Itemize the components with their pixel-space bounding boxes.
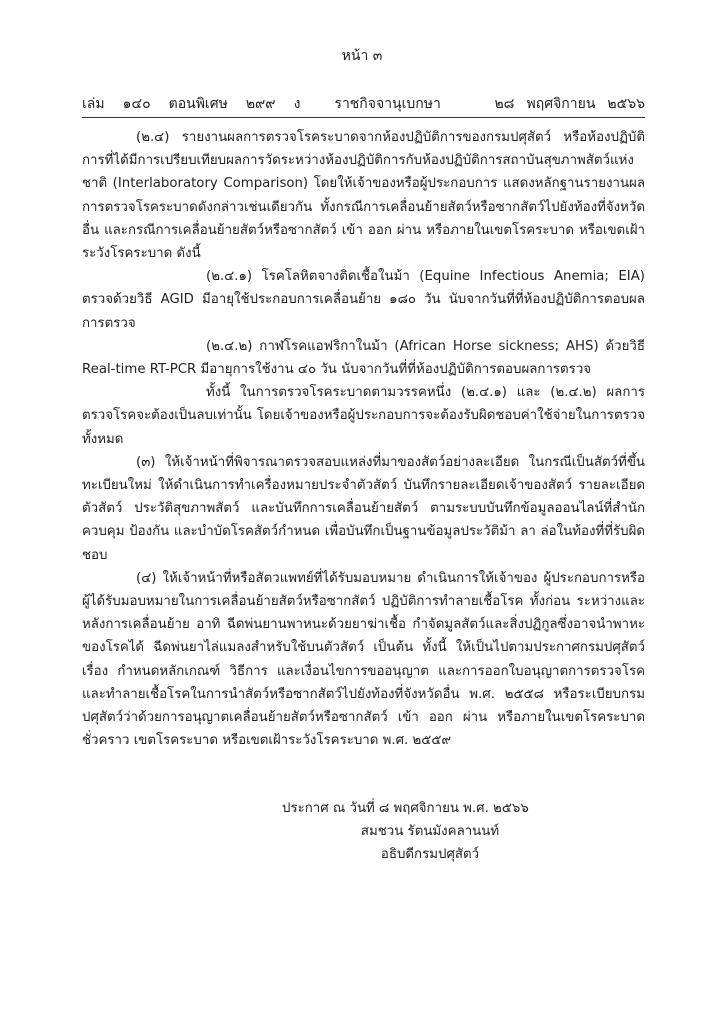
signer-name: สมชวน รัตนมังคลานนท์ [360, 824, 500, 840]
issue-section: ง [293, 96, 301, 112]
document-body [82, 126, 645, 752]
paragraph-2-4-2: (๒.๔.๒) กาฬโรคแอฟริกาในม้า (African Horse sickness; AHS) ด้วยวิธี Real-time RT-PCR มีอายุการใช้งาน ๔๐ วัน นับจากวันที่ที่ห้องปฏิบัติการตอบผลการตรวจ [82, 338, 645, 378]
issue-label: ตอนพิเศษ [168, 96, 228, 112]
publication-date [494, 93, 645, 115]
date-year: ๒๕๖๖ [607, 96, 645, 112]
gazette-header [82, 93, 645, 118]
signer-title: อธิบดีกรมปศุสัตว์ [380, 847, 480, 863]
paragraph-note: ทั้งนี้ ในการตรวจโรคระบาดตามวรรคหนึ่ง (๒.๔.๑) และ (๒.๔.๒) ผลการตรวจโรคจะต้องเป็นลบเท่านั้น โดยเจ้าของหรือผู้ประกอบการจะต้องรับผิดชอบค่าใช้จ่ายในการตรวจทั้งหมด [82, 385, 645, 447]
signature-block [260, 797, 600, 867]
volume-issue-info [82, 93, 300, 115]
paragraph-2-4-1: (๒.๔.๑) โรคโลหิตจางติดเชื้อในม้า (Equine Infectious Anemia; EIA) ตรวจด้วยวิธี AGID มีอายุใช้ประกอบการเคลื่อนย้าย ๑๘๐ วัน นับจากวันที่ที่ห้องปฏิบัติการตอบผลการตรวจ [82, 269, 645, 331]
volume-label: เล่ม [82, 96, 105, 112]
paragraph-2-4: (๒.๔) รายงานผลการตรวจโรคระบาดจากห้องปฏิบัติการของกรมปศุสัตว์ หรือห้องปฏิบัติการที่ได้มีการเปรียบเทียบผลการวัดระหว่างห้องปฏิบัติการกับห้องปฏิบัติการสถาบันสุขภาพสัตว์แห่งชาติ (Interlaboratory Comparison) โดยให้เจ้าของหรือผู้ประกอบการ แสดงหลักฐานรายงานผลการตรวจโรคระบาดดังกล่าวเช่นเดียวกัน ทั้งกรณีการเคลื่อนย้ายสัตว์หรือซากสัตว์ไปยังท้องที่จังหวัดอื่น และกรณีการเคลื่อนย้ายสัตว์หรือซากสัตว์ เข้า ออก ผ่าน หรือภายในเขตโรคระบาด หรือเขตเฝ้าระวังโรคระบาด ดังนี้ [82, 130, 645, 262]
paragraph-4: (๔) ให้เจ้าหน้าที่หรือสัตวแพทย์ที่ได้รับมอบหมาย ดำเนินการให้เจ้าของ ผู้ประกอบการหรือผู้ได้รับมอบหมายในการเคลื่อนย้ายสัตว์หรือซากสัตว์ ปฏิบัติการทำลายเชื้อโรค ทั้งก่อน ระหว่างและหลังการเคลื่อนย้าย อาทิ ฉีดพ่นยานพาหนะด้วยยาฆ่าเชื้อ กำจัดมูลสัตว์และสิ่งปฏิกูลซึ่งอาจนำพาหะของโรคได้ ฉีดพ่นยาไล่แมลงสำหรับใช้บนตัวสัตว์ เป็นต้น ทั้งนี้ ให้เป็นไปตามประกาศกรมปศุสัตว์ เรื่อง กำหนดหลักเกณฑ์ วิธีการ และเงื่อนไขการขออนุญาต และการออกใบอนุญาตการตรวจโรค และทำลายเชื้อโรคในการนำสัตว์หรือซากสัตว์ไปยังท้องที่จังหวัดอื่น พ.ศ. ๒๕๕๘ หรือระเบียบกรมปศุสัตว์ว่าด้วยการอนุญาตเคลื่อนย้ายสัตว์หรือซากสัตว์ เข้า ออก ผ่าน หรือภายในเขตโรคระบาดชั่วคราว เขตโรคระบาด หรือเขตเฝ้าระวังโรคระบาด พ.ศ. ๒๕๕๙ [82, 570, 645, 749]
page-number: หน้า ๓ [341, 48, 383, 64]
date-day: ๒๘ [494, 96, 515, 112]
announcement-date: ประกาศ ณ วันที่ ๘ พฤศจิกายน พ.ศ. ๒๕๖๖ [282, 801, 529, 816]
volume-number: ๑๔๐ [122, 96, 151, 112]
date-month: พฤศจิกายน [526, 96, 596, 112]
issue-number: ๒๙๙ [245, 96, 276, 112]
gazette-name: ราชกิจจานุเบกษา [334, 96, 441, 112]
paragraph-3: (๓) ให้เจ้าหน้าที่พิจารณาตรวจสอบแหล่งที่มาของสัตว์อย่างละเอียด ในกรณีเป็นสัตว์ที่ขึ้นทะเบียนใหม่ ให้ดำเนินการทำเครื่องหมายประจำตัวสัตว์ บันทึกรายละเอียดเจ้าของสัตว์ รายละเอียดตัวสัตว์ ประวัติสุขภาพสัตว์ และบันทึกการเคลื่อนย้ายสัตว์ ตามระบบบันทึกข้อมูลออนไลน์ที่สำนักควบคุม ป้องกัน และบำบัดโรคสัตว์กำหนด เพื่อบันทึกเป็นฐานข้อมูลประวัติม้า ลา ล่อในท้องที่ที่รับผิดชอบ [82, 454, 645, 563]
